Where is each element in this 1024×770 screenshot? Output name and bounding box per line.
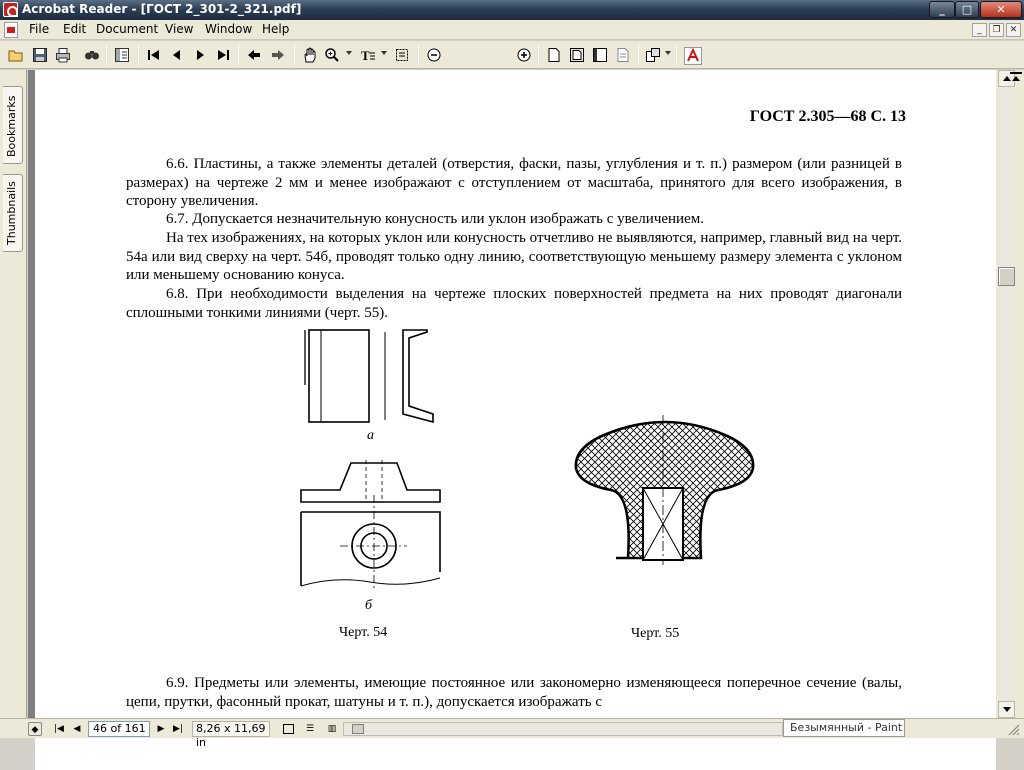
- paragraph-6-8-text: 6.8. При необходимости выделения на чертеже плоских поверхностей предмета на них проводят диагонали сплошными тонкими линиями (черт. 55).: [126, 286, 902, 321]
- paragraph-6-9-text: 6.9. Предметы или элементы, имеющие постоянное или закономерно изменяющееся поперечное сечение (валы, цепи, прутки, фасонный прокат, шатуны и т. п.), допускается изображать с: [126, 675, 902, 710]
- go-forward-icon[interactable]: [268, 45, 288, 65]
- horizontal-scroll-thumb[interactable]: [352, 724, 364, 734]
- page-number-field[interactable]: 46 of 161: [88, 721, 150, 737]
- navigation-pane: [0, 70, 27, 718]
- zoom-in-icon[interactable]: [514, 45, 534, 65]
- document-viewport[interactable]: [28, 70, 996, 718]
- text-select-icon[interactable]: [358, 45, 378, 65]
- acrobat-logo-icon[interactable]: [682, 45, 704, 65]
- taskbar-paint-button[interactable]: Безымянный - Paint: [783, 719, 905, 737]
- close-button[interactable]: ✕: [980, 1, 1022, 18]
- paragraph-6-7-text: 6.7. Допускается незначительную конусность или уклон изображать с увеличением.: [166, 211, 704, 227]
- status-prev-page-icon[interactable]: ◀: [73, 724, 81, 734]
- menu-document[interactable]: Document: [96, 22, 159, 36]
- svg-text:T: T: [361, 48, 370, 63]
- show-hide-nav-icon[interactable]: [112, 45, 132, 65]
- page-layout-icon[interactable]: ◆: [28, 722, 42, 736]
- drawing-55: [576, 415, 753, 565]
- doc-restore-button[interactable]: ❐: [989, 23, 1004, 37]
- window-title: Acrobat Reader - [ГОСТ 2_301-2_321.pdf]: [22, 2, 302, 16]
- first-page-icon[interactable]: [144, 45, 164, 65]
- scroll-track[interactable]: [998, 88, 1015, 700]
- caption-fig-54: Черт. 54: [339, 625, 388, 640]
- split-window-icon[interactable]: [1010, 72, 1022, 86]
- tab-thumbnails[interactable]: [3, 174, 23, 252]
- go-back-icon[interactable]: [244, 45, 264, 65]
- status-last-page-icon[interactable]: ▶|: [173, 724, 183, 734]
- zoom-out-icon[interactable]: [424, 45, 444, 65]
- status-first-page-icon[interactable]: |◀: [54, 724, 64, 734]
- menu-file[interactable]: File: [29, 22, 50, 36]
- tab-thumbnails-label: Thumbnails: [5, 181, 18, 245]
- doc-close-button[interactable]: ✕: [1006, 23, 1021, 37]
- open-icon[interactable]: [6, 45, 26, 65]
- doc-minimize-button[interactable]: _: [972, 23, 987, 37]
- scroll-down-icon[interactable]: [998, 701, 1015, 718]
- next-page-icon[interactable]: [190, 45, 210, 65]
- fit-page-icon[interactable]: [567, 45, 587, 65]
- prev-page-icon[interactable]: [167, 45, 187, 65]
- actual-size-icon[interactable]: [544, 45, 564, 65]
- column-select-icon[interactable]: [392, 45, 412, 65]
- menu-help[interactable]: Help: [262, 22, 290, 36]
- reflow-icon[interactable]: [613, 45, 633, 65]
- caption-fig-55: Черт. 55: [631, 626, 680, 641]
- resize-grip-icon[interactable]: [1006, 722, 1020, 736]
- menu-bar: [0, 20, 1024, 40]
- status-next-page-icon[interactable]: ▶: [157, 724, 165, 734]
- toolbar: [0, 41, 1024, 69]
- menu-view[interactable]: View: [165, 22, 194, 36]
- menu-window[interactable]: Window: [205, 22, 253, 36]
- zoom-tool-icon[interactable]: [322, 45, 342, 65]
- maximize-button[interactable]: □: [955, 1, 979, 18]
- scroll-thumb[interactable]: [998, 267, 1015, 286]
- save-icon[interactable]: [30, 45, 50, 65]
- drawing-54b: [301, 460, 440, 590]
- fit-width-icon[interactable]: [590, 45, 610, 65]
- tab-bookmarks-label: Bookmarks: [5, 95, 18, 157]
- print-icon[interactable]: [53, 45, 73, 65]
- search-icon[interactable]: [82, 45, 102, 65]
- paragraph-6-7-cont-text: На тех изображениях, на которых уклон или конусность отчетливо не выявляются, например, главный вид на черт. 54а или вид сверху на черт. 54б, проводят только одну линию, соответствующую меньшему размеру элемента с уклоном или меньшему основанию конуса.: [126, 230, 902, 283]
- hand-tool-icon[interactable]: [300, 45, 320, 65]
- paragraph-6-6-text: 6.6. Пластины, а также элементы деталей (отверстия, фаски, пазы, углубления и т. п.) размером (или разницей в размерах) на чертеже 2 мм и менее изображают с отступлением от масштаба, принятого для всего изображения, в сторону увеличения.: [126, 156, 902, 209]
- figure-label-a: а: [367, 428, 374, 443]
- paragraph-6-9: [126, 674, 902, 711]
- document-icon[interactable]: [4, 22, 18, 38]
- pdf-page: [35, 70, 996, 770]
- continuous-page-icon[interactable]: ☰: [305, 724, 315, 734]
- page-header: ГОСТ 2.305—68 С. 13: [749, 108, 906, 125]
- page-size-field: 8,26 x 11,69 in: [192, 721, 270, 737]
- vertical-scrollbar[interactable]: [996, 70, 1024, 718]
- menu-edit[interactable]: Edit: [63, 22, 87, 36]
- title-bar: [0, 0, 1024, 20]
- tab-bookmarks[interactable]: [3, 86, 23, 164]
- single-page-icon[interactable]: [283, 724, 294, 734]
- drawing-54a: [305, 330, 433, 422]
- rotate-view-icon[interactable]: [643, 45, 663, 65]
- technical-drawings: [35, 70, 996, 770]
- status-bar: [0, 718, 1024, 749]
- horizontal-scrollbar[interactable]: [343, 722, 783, 736]
- facing-pages-icon[interactable]: ▥: [327, 724, 337, 734]
- minimize-button[interactable]: _: [929, 1, 955, 18]
- figure-label-b: б: [365, 598, 373, 613]
- acrobat-app-icon: [3, 2, 18, 17]
- last-page-icon[interactable]: [213, 45, 233, 65]
